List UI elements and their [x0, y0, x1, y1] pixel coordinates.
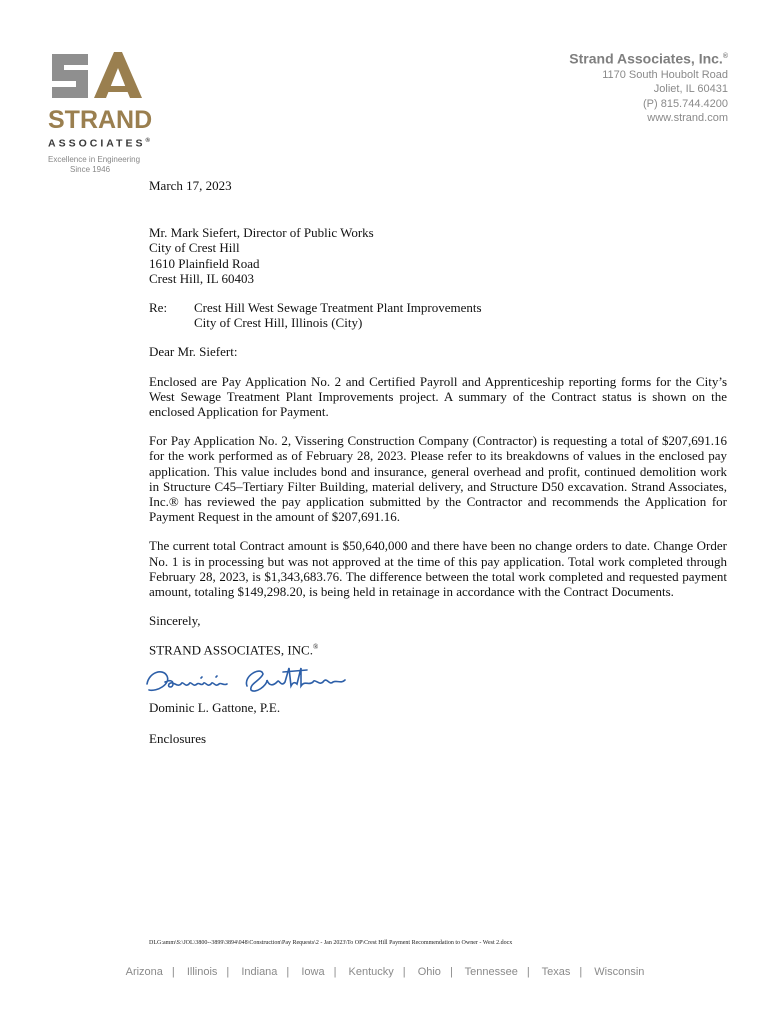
website[interactable]: www.strand.com [647, 112, 728, 125]
letter-date: March 17, 2023 [149, 178, 232, 193]
paragraph-3: The current total Contract amount is $50,640,000 and there have been no change orders to date. Change Order No. 1 is in processing but was not approved at the time of this pay application. Total work completed through February 28, 2023, is $1,343,683.76. The difference between the total work completed and requested payment amount, totaling $149,298.20, is being held in retainage in accordance with the Contract Documents. [149, 538, 727, 600]
recipient-line: Mr. Mark Siefert, Director of Public Works [149, 225, 374, 241]
state-item: Ohio [417, 966, 441, 978]
sa-logo-icon [48, 48, 144, 102]
recipient-line: Crest Hill, IL 60403 [149, 270, 254, 286]
enclosures-note: Enclosures [149, 731, 207, 747]
recipient-line: City of Crest Hill [149, 240, 240, 256]
company-name: Strand Associates, Inc.® [569, 50, 728, 67]
state-item: Illinois [186, 966, 218, 978]
subject-label: Re: [149, 300, 168, 316]
state-item: Texas [541, 966, 571, 978]
state-item: Indiana [241, 966, 278, 978]
subject-text: Crest Hill West Sewage Treatment Plant Improvements [194, 300, 482, 316]
signature-image [143, 662, 363, 698]
logo-wordmark: STRAND [48, 106, 153, 134]
company-address [569, 48, 728, 126]
logo-subtitle: ASSOCIATES® [48, 137, 150, 150]
closing: Sincerely, [149, 613, 201, 629]
file-path-footer: DLG:amm\S:\JOL\3800--3899\3894\048\Construction\Pay Requests\2 - Jan 2023\To OP\Crest Hill Payment Recommendation to Owner - West 2.docx [149, 940, 513, 946]
state-item: Arizona [125, 966, 163, 978]
subject-text: City of Crest Hill, Illinois (City) [194, 315, 363, 331]
recipient-line: 1610 Plainfield Road [149, 255, 260, 271]
letter-body [149, 178, 727, 746]
salutation: Dear Mr. Siefert: [149, 344, 238, 360]
state-item: Iowa [301, 966, 325, 978]
paragraph-1: Enclosed are Pay Application No. 2 and Certified Payroll and Apprenticeship reporting forms for the City’s West Sewage Treatment Plant Improvements project. A summary of the Contract status is shown on the enclosed Application for Payment. [149, 373, 727, 420]
street-address: 1170 South Houbolt Road [602, 68, 728, 81]
state-item: Wisconsin [594, 966, 645, 978]
office-states-footer: Arizona | Illinois | Indiana | Iowa | Kentucky | Ohio | Tennessee | Texas | Wisconsin [125, 966, 645, 978]
subject-line [149, 300, 727, 330]
paragraph-2: For Pay Application No. 2, Vissering Construction Company (Contractor) is requesting a total of $207,691.16 for the work performed as of February 28, 2023. Please refer to its breakdowns of values in the enclosed pay application. This value includes bond and insurance, general overhead and profit, continued demolition work in Structure C45–Tertiary Filter Building, material delivery, and Structure D50 excavation. Strand Associates, Inc.® has reviewed the pay application submitted by the Contractor and recommends the Application for Payment Request in the amount of $207,691.16. [149, 433, 727, 525]
recipient-block [149, 225, 727, 286]
signer-name: Dominic L. Gattone, P.E. [149, 700, 281, 715]
city-address: Joliet, IL 60431 [653, 83, 728, 96]
logo-tagline: Excellence in Engineering Since 1946 [48, 154, 141, 174]
strand-logo [48, 48, 158, 175]
state-item: Tennessee [464, 966, 518, 978]
phone-number: (P) 815.744.4200 [642, 97, 728, 110]
state-item: Kentucky [348, 966, 394, 978]
firm-name: STRAND ASSOCIATES, INC.® [149, 642, 319, 658]
